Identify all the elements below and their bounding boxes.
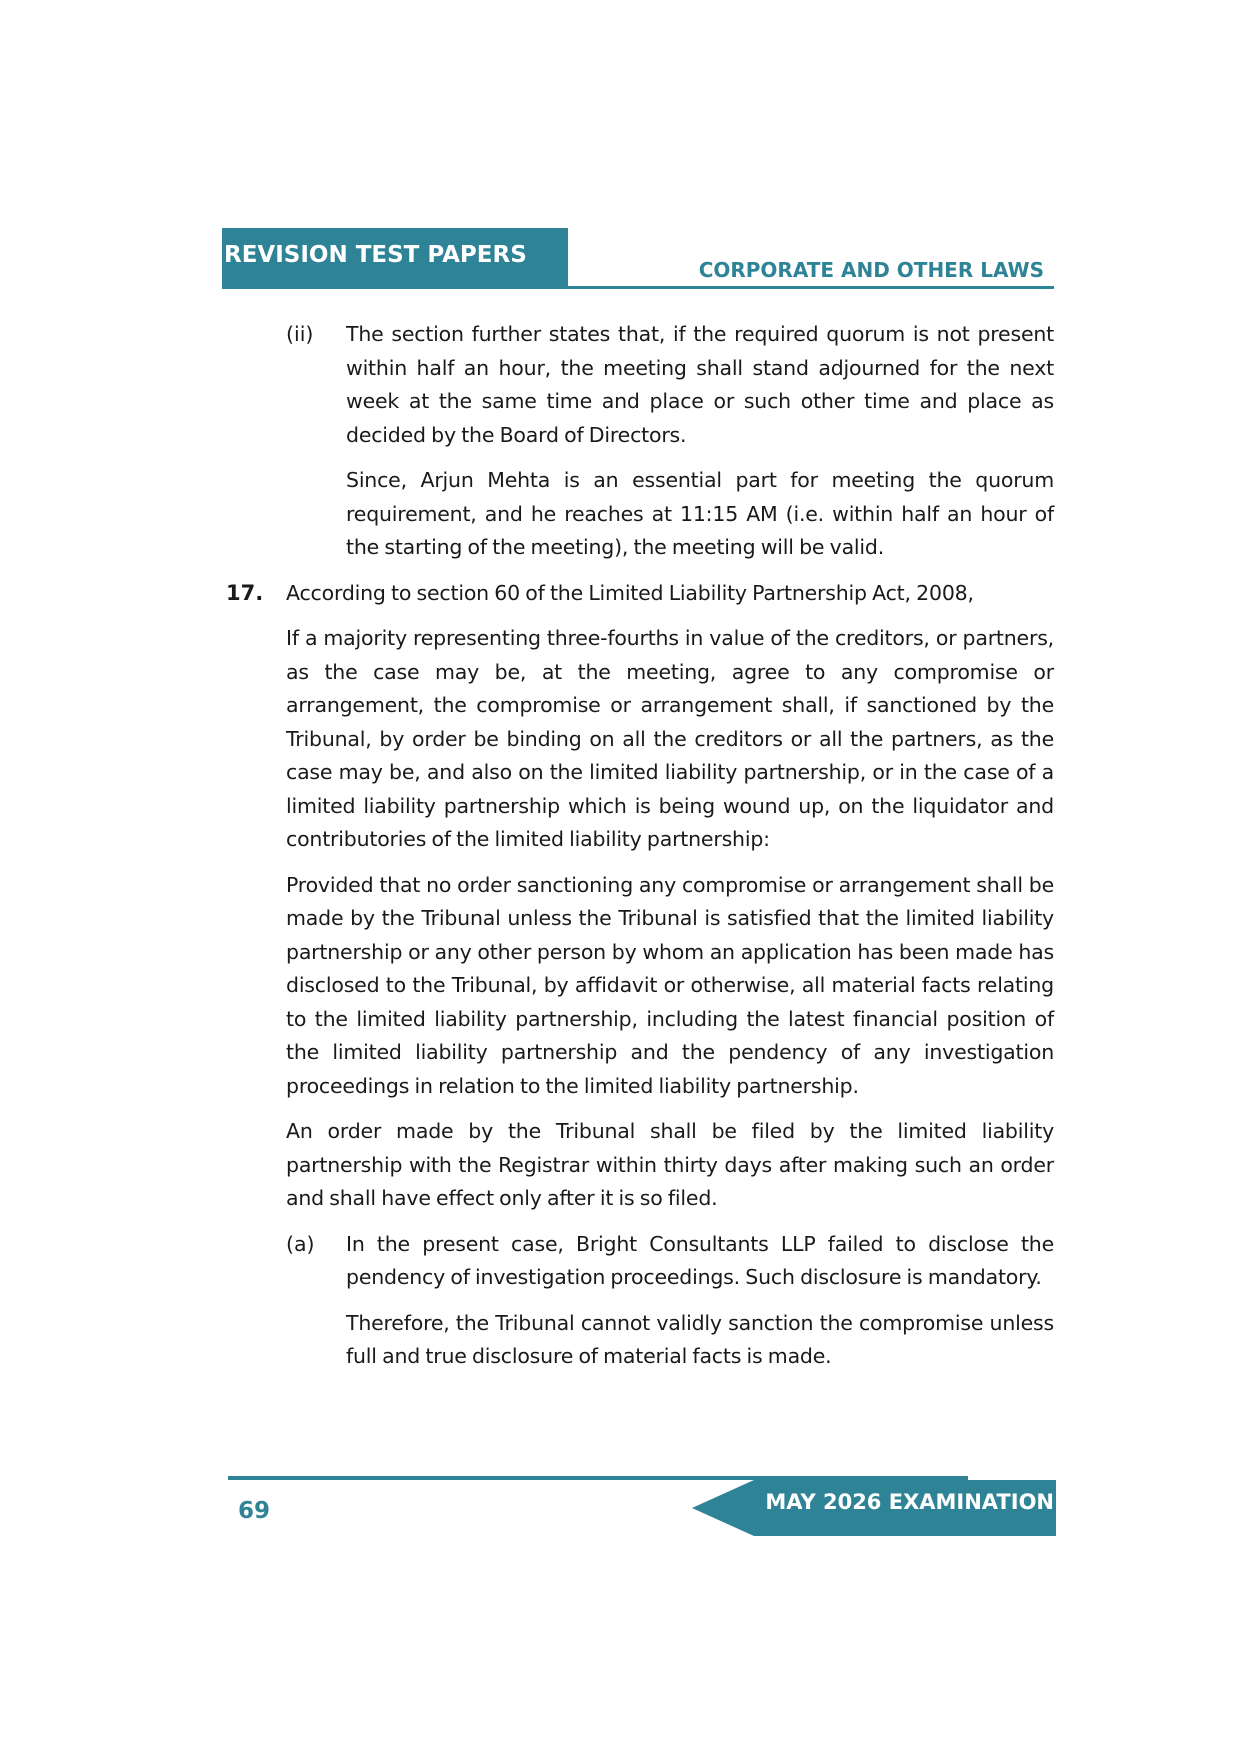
item-a — [222, 1228, 1054, 1295]
footer-exam-label: MAY 2026 EXAMINATION — [754, 1480, 1056, 1536]
item-a-followup: Therefore, the Tribunal cannot validly sanction the compromise unless full and true disclosure of material facts is made. — [346, 1310, 1054, 1368]
item-ii — [222, 318, 1054, 452]
header-title-right: CORPORATE AND OTHER LAWS — [698, 258, 1044, 282]
item-a-marker: (a) — [286, 1231, 315, 1256]
header-title-left: REVISION TEST PAPERS — [222, 228, 568, 287]
item-a-text: In the present case, Bright Consultants LLP failed to disclose the pendency of investigation proceedings. Such disclosure is mandatory. — [346, 1231, 1054, 1289]
question-17-number: 17. — [226, 580, 264, 605]
header-rule — [222, 286, 1054, 289]
page-footer — [224, 1476, 1056, 1542]
footer-arrow-shape — [692, 1480, 754, 1536]
item-ii-text: The section further states that, if the required quorum is not present within half an hour, the meeting shall stand adjourned for the next week at the same time and place or such other time and place as decided by the Board of Directors. — [346, 322, 1054, 447]
question-17 — [222, 577, 1054, 611]
page-content — [222, 318, 1054, 1386]
question-17-paragraph-2: Provided that no order sanctioning any compromise or arrangement shall be made by the Tribunal unless the Tribunal is satisfied that the limited liability partnership or any other person by whom an application has been made has disclosed to the Tribunal, by affidavit or otherwise, all material facts relating to the limited liability partnership, including the latest financial position of the limited liability partnership and the pendency of any investigation proceedings in relation to the limited liability partnership. — [286, 872, 1054, 1098]
page-header — [222, 228, 1054, 290]
question-17-intro: According to section 60 of the Limited Liability Partnership Act, 2008, — [286, 580, 974, 605]
item-ii-marker: (ii) — [286, 322, 314, 346]
page-number: 69 — [238, 1498, 271, 1524]
item-ii-followup: Since, Arjun Mehta is an essential part for meeting the quorum requirement, and he reaches at 11:15 AM (i.e. within half an hour of the starting of the meeting), the meeting will be valid. — [346, 468, 1054, 559]
question-17-paragraph-1: If a majority representing three-fourths in value of the creditors, or partners, as the case may be, at the meeting, agree to any compromise or arrangement, the compromise or arrangement shall, if sanctioned by the Tribunal, by order be binding on all the creditors or all the partners, as the case may be, and also on the limited liability partnership, or in the case of a limited liability partnership which is being wound up, on the liquidator and contributories of the limited liability partnership: — [286, 626, 1054, 851]
question-17-paragraph-3: An order made by the Tribunal shall be filed by the limited liability partnership with the Registrar within thirty days after making such an order and shall have effect only after it is so filed. — [286, 1119, 1054, 1210]
